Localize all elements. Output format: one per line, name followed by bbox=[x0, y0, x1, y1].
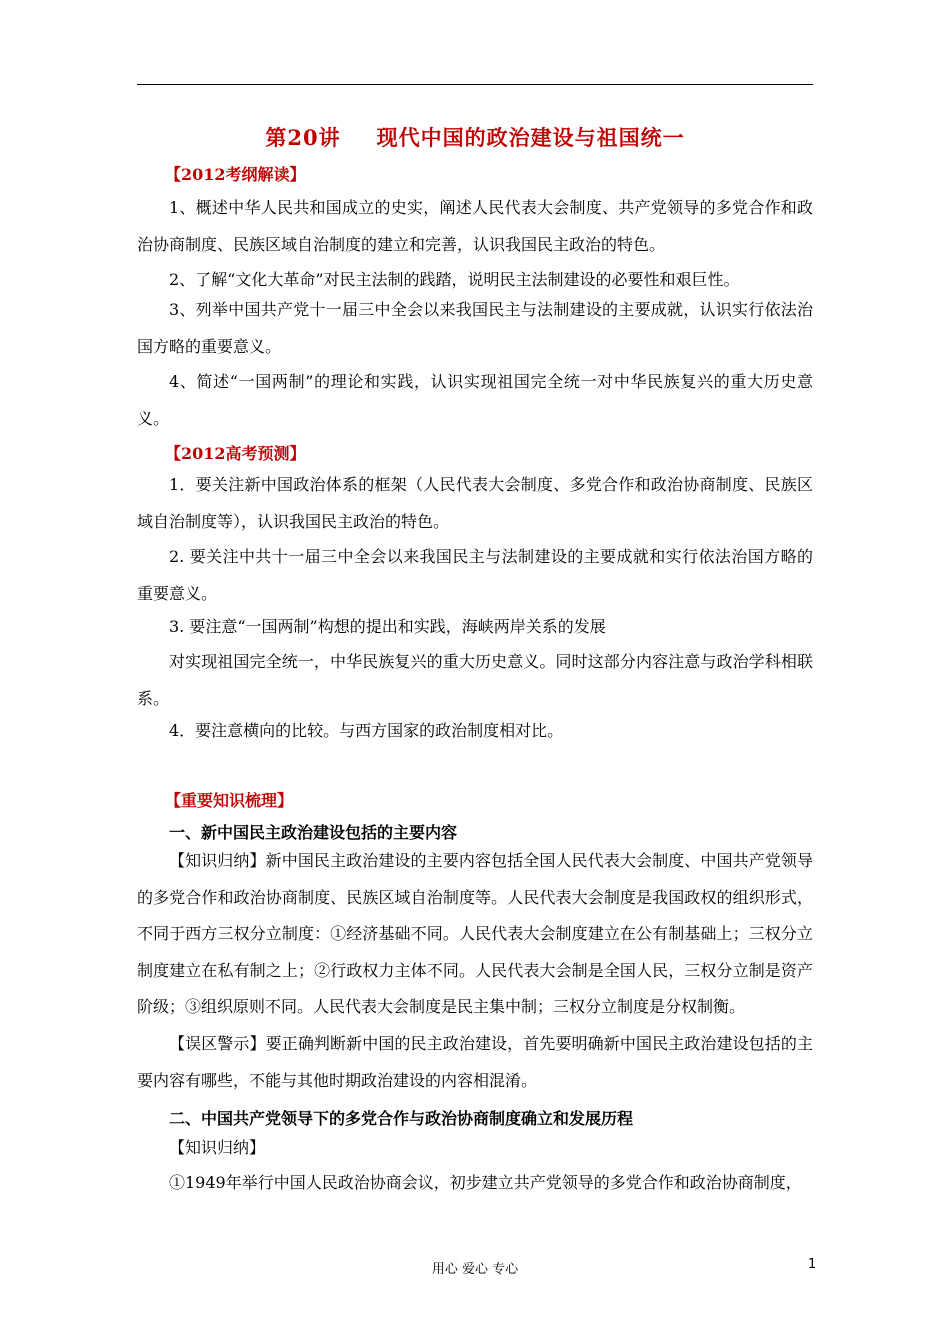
forecast-item-1: 1．要关注新中国政治体系的框架（人民代表大会制度、多党合作和政治协商制度、民族区域自治制度等），认识我国民主政治的特色。 bbox=[137, 475, 813, 531]
document-title bbox=[0, 122, 950, 152]
lecture-number: 第20讲 bbox=[265, 125, 341, 150]
syllabus-item-4: 4、简述“一国两制”的理论和实践，认识实现祖国完全统一对中华民族复兴的重大历史意义。 bbox=[137, 372, 813, 428]
knowledge-heading-1: 一、新中国民主政治建设包括的主要内容 bbox=[169, 823, 458, 842]
lecture-topic: 现代中国的政治建设与祖国统一 bbox=[376, 125, 685, 150]
section-forecast: 【2012高考预测】 bbox=[165, 444, 306, 463]
section-knowledge: 【重要知识梳理】 bbox=[165, 791, 294, 810]
forecast-item-4: 4．要注意横向的比较。与西方国家的政治制度相对比。 bbox=[169, 721, 564, 740]
forecast-item-3: 3. 要注意“一国两制”构想的提出和实践，海峡两岸关系的发展 bbox=[169, 617, 606, 636]
section-syllabus: 【2012考纲解读】 bbox=[165, 165, 306, 184]
page-footer: 用心 爱心 专心 bbox=[431, 1262, 519, 1277]
syllabus-item-3: 3、列举中国共产党十一届三中全会以来我国民主与法制建设的主要成就，认识实行依法治国方略的重要意义。 bbox=[137, 300, 813, 356]
syllabus-item-2: 2、了解“文化大革命”对民主法制的践踏，说明民主法制建设的必要性和艰巨性。 bbox=[169, 270, 740, 289]
forecast-item-2: 2. 要关注中共十一届三中全会以来我国民主与法制建设的主要成就和实行依法治国方略的重要意义。 bbox=[137, 547, 813, 603]
forecast-item-3-cont: 对实现祖国完全统一，中华民族复兴的重大历史意义。同时这部分内容注意与政治学科相联系。 bbox=[137, 652, 813, 708]
knowledge-paragraph-1: 【知识归纳】新中国民主政治建设的主要内容包括全国人民代表大会制度、中国共产党领导的多党合作和政治协商制度、民族区域自治制度等。人民代表大会制度是我国政权的组织形式，不同于西方三权分立制度：①经济基础不同。人民代表大会制度建立在公有制基础上；三权分立制度建立在私有制之上；②行政权力主体不同。人民代表大会制是全国人民，三权分立制是资产阶级；③组织原则不同。人民代表大会制度是民主集中制；三权分立制度是分权制衡。 bbox=[137, 851, 813, 1016]
knowledge-paragraph-4: ①1949年举行中国人民政治协商会议，初步建立共产党领导的多党合作和政治协商制度， bbox=[169, 1173, 802, 1192]
page-number: 1 bbox=[808, 1257, 817, 1272]
knowledge-paragraph-3: 【知识归纳】 bbox=[169, 1138, 266, 1157]
syllabus-item-1: 1、概述中华人民共和国成立的史实，阐述人民代表大会制度、共产党领导的多党合作和政治协商制度、民族区域自治制度的建立和完善，认识我国民主政治的特色。 bbox=[137, 198, 813, 254]
knowledge-paragraph-2: 【误区警示】要正确判断新中国的民主政治建设，首先要明确新中国民主政治建设包括的主要内容有哪些，不能与其他时期政治建设的内容相混淆。 bbox=[137, 1034, 813, 1090]
knowledge-heading-2: 二、中国共产党领导下的多党合作与政治协商制度确立和发展历程 bbox=[169, 1109, 634, 1128]
header-rule bbox=[137, 84, 813, 85]
